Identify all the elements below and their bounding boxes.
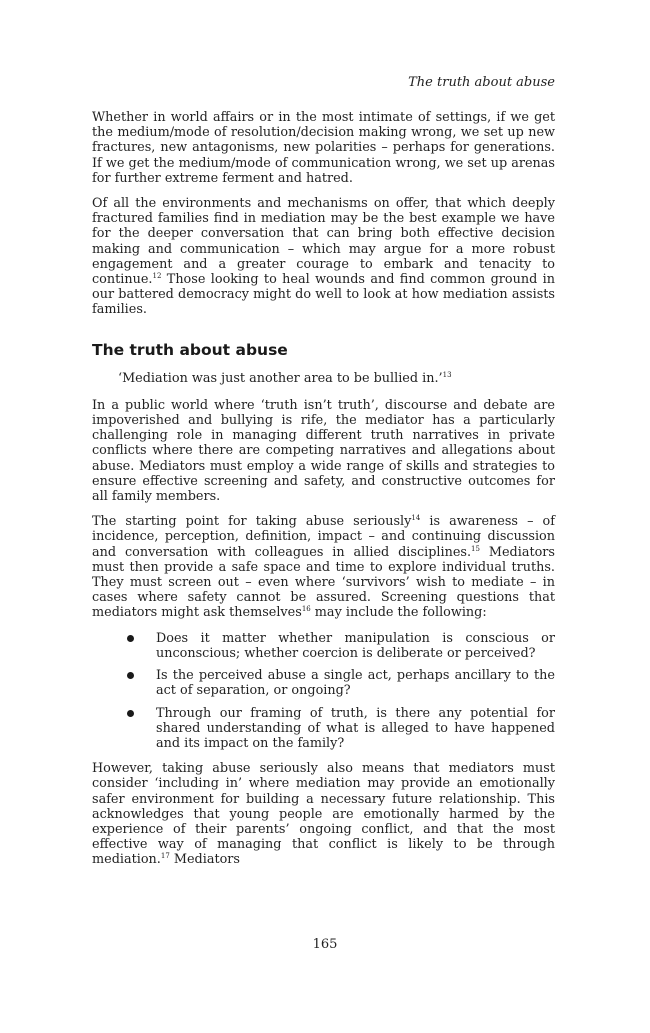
body-text	[92, 110, 555, 878]
paragraph-intro-1: Whether in world affairs or in the most intimate of settings, if we get the medium/mode of resolution/decision making wrong, we set up new fractures, new antagonisms, new polarities – perhaps for generations. If we get the medium/mode of communication wrong, we set up arenas for further extreme ferment and hatred.	[92, 110, 555, 186]
paragraph-text: Mediators	[169, 852, 240, 868]
list-item-text: Does it matter whether manipulation is conscious or unconscious; whether coercion is deliberate or perceived?	[156, 630, 555, 661]
footnote-ref-13: 13	[442, 370, 452, 379]
page-number: 165	[312, 937, 338, 952]
section-heading: The truth about abuse	[92, 340, 288, 359]
paragraph-text: However, taking abuse seriously also means that mediators must consider ‘including in’ where mediation may provide an emotionally safer environment for building a necessary future relationship. This acknowledges that young people are emotionally harmed by the experience of their parents’ ongoing conflict, and that the most effective way of managing that conflict is likely to be through mediation.	[92, 761, 555, 868]
paragraph-section-3	[92, 761, 555, 867]
paragraph-text: Of all the environments and mechanisms on offer, that which deeply fractured families find in mediation may be the best example we have for the deeper conversation that can bring both effective decision making and communication – which may argue for a more robust engagement and a greater courage to embark and tenacity to continue.	[92, 196, 555, 288]
bullet-icon	[127, 635, 134, 642]
paragraph-text: The starting point for taking abuse seriously	[92, 514, 412, 530]
list-item-text: Through our framing of truth, is there any potential for shared understanding of what is alleged to have happened and its impact on the family?	[156, 705, 555, 751]
paragraph-text: Mediators must then provide a safe space and time to explore individual truths. They must screen out – even where ‘survivors’ wish to mediate – in cases where safety cannot be assured. Screening questions that mediators might ask themselves	[92, 544, 555, 621]
list-item	[92, 706, 555, 752]
footnote-ref-17: 17	[160, 852, 170, 861]
list-item-text: Is the perceived abuse a single act, perhaps ancillary to the act of separation, or ongoing?	[156, 668, 555, 699]
running-head: The truth about abuse	[408, 75, 555, 90]
screening-questions-list	[92, 631, 555, 751]
footnote-ref-15: 15	[471, 544, 480, 553]
paragraph-intro-2	[92, 196, 555, 318]
footnote-ref-12: 12	[152, 272, 162, 281]
bullet-icon	[127, 710, 134, 717]
footnote-ref-16: 16	[301, 605, 311, 614]
quote-text: ‘Mediation was just another area to be bullied in.’	[118, 370, 443, 386]
paragraph-text: Those looking to heal wounds and find common ground in our battered democracy might do well to look at how mediation assists families.	[92, 272, 555, 318]
list-item	[92, 668, 555, 698]
paragraph-section-1: In a public world where ‘truth isn’t truth’, discourse and debate are impoverished and bullying is rife, the mediator has a particularly challenging role in managing different truth narratives in private conflicts where there are competing narratives and allegations about abuse. Mediators must employ a wide range of skills and strategies to ensure effective screening and safety, and constructive outcomes for all family members.	[92, 397, 555, 505]
paragraph-section-2	[92, 514, 555, 620]
paragraph-text: may include the following:	[310, 605, 487, 621]
bullet-icon	[127, 672, 134, 679]
list-item	[92, 631, 555, 661]
paragraph-text: is awareness – of incidence, perception, definition, impact – and continuing discussion and conversation with colleagues in allied disciplines.	[92, 514, 555, 560]
epigraph-quote	[118, 371, 555, 386]
footnote-ref-14: 14	[411, 514, 421, 523]
